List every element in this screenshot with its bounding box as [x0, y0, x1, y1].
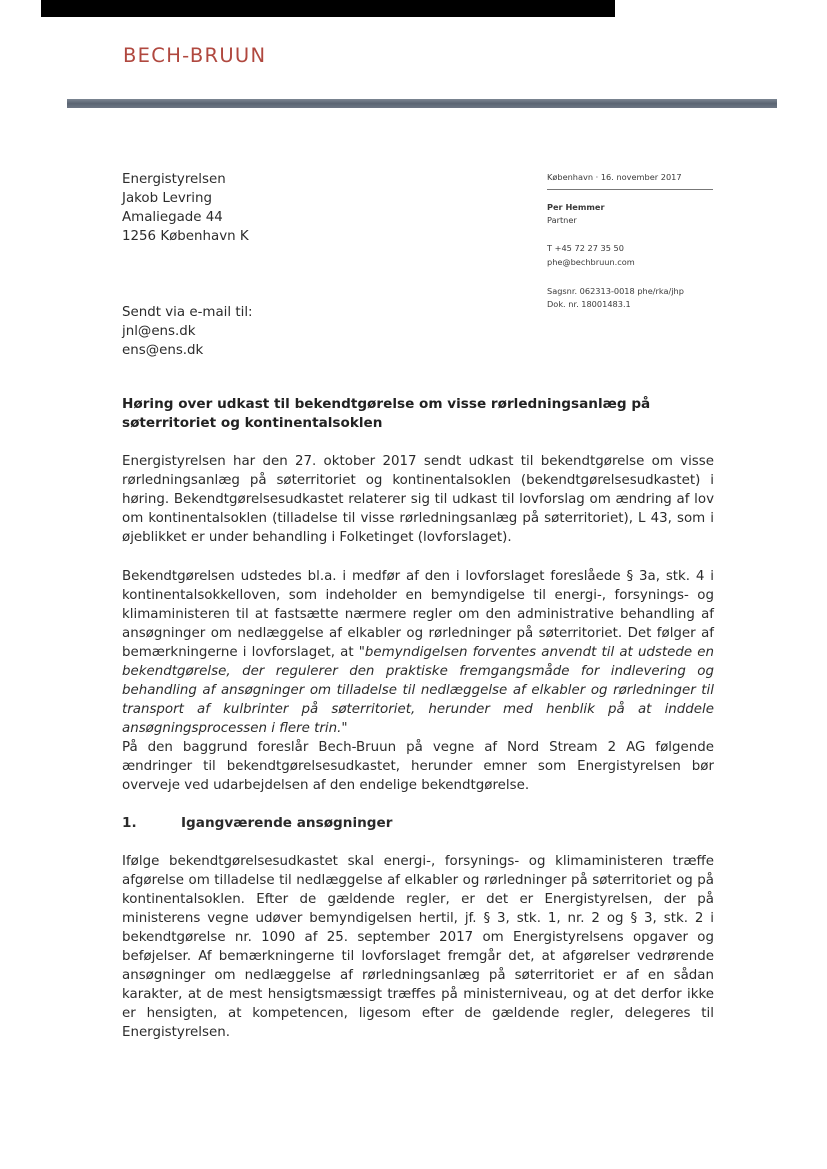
meta-divider	[547, 189, 713, 190]
sent-email: ens@ens.dk	[122, 343, 204, 358]
recipient-line: Amaliegade 44	[122, 210, 223, 225]
recipient-line: Jakob Levring	[122, 191, 212, 206]
section-title: Igangværende ansøgninger	[181, 815, 393, 831]
sender-name: Per Hemmer	[547, 202, 605, 212]
sent-via-block	[122, 303, 253, 360]
section-1-paragraph: Ifølge bekendtgørelsesudkastet skal energi-, forsynings- og klimaministeren træffe afgørelse om tilladelse til nedlæggelse af elkabler og rørledninger på søterritoriet og på kontinentalsoklen. Efter de gældende regler, er det er Energistyrelsen, der på ministerens vegne udøver bemyndigelsen hertil, jf. § 3, stk. 1, nr. 2 og § 3, stk. 2 i bekendtgørelse nr. 1090 af 25. september 2017 om Energistyrelsens opgaver og beføjelser. Af bemærkningerne til lovforslaget fremgår det, at afgørelser vedrørende ansøgninger om nedlæggelse af rørledningsanlæg på søterritoriet er af en sådan karakter, at de mest hensigtsmæssigt træffes på ministerniveau, og at det derfor ikke er hensigten, at kompetencen, ligesom efter de gældende regler, delegeres til Energistyrelsen.	[122, 854, 714, 1040]
sender-title: Partner	[547, 215, 577, 225]
redaction-bar	[41, 0, 615, 17]
sender-phone: T +45 72 27 35 50	[547, 243, 624, 253]
company-logo: BECH-BRUUN	[123, 44, 267, 67]
paragraph-1: Energistyrelsen har den 27. oktober 2017 sendt udkast til bekendtgørelse om visse rørledningsanlæg på søterritoriet og kontinentalsoklen (bekendtgørelsesudkastet) i høring. Bekendtgørelsesudkastet relaterer sig til udkast til lovforslag om ændring af lov om kontinentalsoklen (tilladelse til visse rørledningsanlæg på søterritoriet), L 43, som i øjeblikket er under behandling i Folketinget (lovforslaget).	[122, 454, 714, 545]
sent-label: Sendt via e-mail til:	[122, 305, 253, 320]
sender-email: phe@bechbruun.com	[547, 257, 635, 267]
paragraph-2	[122, 567, 714, 738]
paragraph-2-quote: "bemyndigelsen forventes anvendt til at udstede en bekendtgørelse, der regulerer den praktiske fremgangsmåde for indlevering og behandling af ansøgninger om tilladelse til nedlæggelse af elkabler og rørledninger til transport af kulbrinter på søterritoriet, herunder med henblik på at inddele ansøgningsprocessen i flere trin."	[122, 645, 714, 736]
case-number: Sagsnr. 062313-0018 phe/rka/jhp	[547, 286, 684, 296]
header-rule	[67, 99, 777, 108]
document-number: Dok. nr. 18001483.1	[547, 299, 631, 309]
paragraph-2-text: Bekendtgørelsen udstedes bl.a. i medfør af den i lovforslaget foreslåede § 3a, stk. 4 i kontinentalsokkelloven, som indeholder en bemyndigelse til energi-, forsynings- og klimaministeren til at fastsætte nærmere regler om den administrative behandling af ansøgninger om nedlæggelse af elkabler og rørledninger på søterritoriet. Det følger af bemærkningerne i lovforslaget, at	[122, 569, 714, 660]
recipient-line: 1256 København K	[122, 229, 249, 244]
section-number: 1.	[122, 815, 137, 831]
recipient-line: Energistyrelsen	[122, 172, 226, 187]
recipient-address	[122, 170, 249, 246]
place-date: København · 16. november 2017	[547, 172, 682, 182]
paragraph-3: På den baggrund foreslår Bech-Bruun på vegne af Nord Stream 2 AG følgende ændringer til bekendtgørelsesudkastet, herunder emner som Energistyrelsen bør overveje ved udarbejdelsen af den endelige bekendtgørelse.	[122, 740, 714, 793]
sent-email: jnl@ens.dk	[122, 324, 196, 339]
letter-title: Høring over udkast til bekendtgørelse om visse rørledningsanlæg på søterritoriet og kontinentalsoklen	[122, 396, 651, 431]
